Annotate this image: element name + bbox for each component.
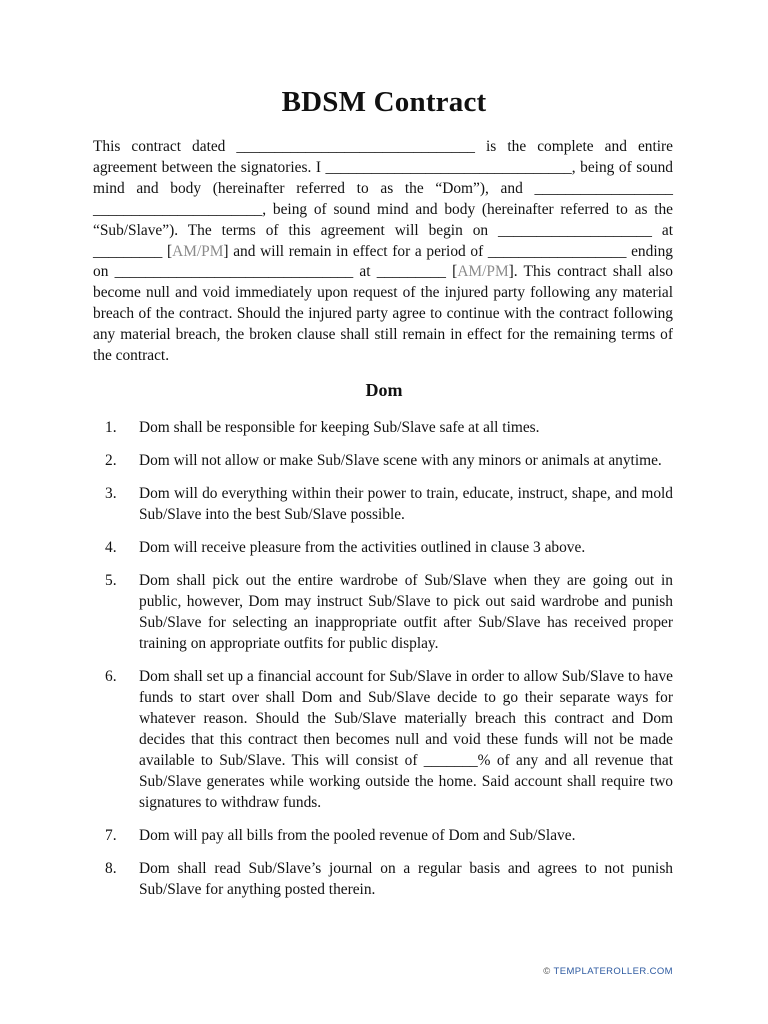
clause-item xyxy=(93,858,673,900)
clause-text: Dom will do everything within their power to train, educate, instruct, shape, and mold Sub/Slave into the best Sub/Slave possible. xyxy=(139,485,673,523)
clause-item xyxy=(93,450,673,471)
clause-text: Dom will pay all bills from the pooled revenue of Dom and Sub/Slave. xyxy=(139,827,576,844)
clause-text: Dom shall set up a financial account for Sub/Slave in order to allow Sub/Slave to have funds to start over shall Dom and Sub/Slave decide to go their separate ways for whatever reason. Should the Sub/Slave materially breach this contract and Dom decides that this contract then becomes null and void these funds will not be made available to Sub/Slave. This will consist of _______% of any and all revenue that Sub/Slave generates while working outside the home. Said account shall require two signatures to withdraw funds. xyxy=(139,668,673,811)
ampm-placeholder-2: AM/PM xyxy=(457,263,509,281)
copyright-icon: © xyxy=(543,966,551,977)
clause-item xyxy=(93,570,673,654)
document-title: BDSM Contract xyxy=(281,86,487,118)
clause-text: Dom shall pick out the entire wardrobe of Sub/Slave when they are going out in public, however, Dom may instruct Sub/Slave to pick out said wardrobe and punish Sub/Slave for selecting an inappropriate outfit after Sub/Slave has received proper training on appropriate outfits for public display. xyxy=(139,572,673,652)
clause-number: 1. xyxy=(105,419,117,436)
clause-text: Dom will receive pleasure from the activities outlined in clause 3 above. xyxy=(139,539,586,556)
clause-number: 4. xyxy=(105,539,117,556)
clause-list xyxy=(93,417,673,912)
templateroller-link[interactable]: TEMPLATEROLLER.COM xyxy=(553,966,673,977)
clause-item xyxy=(93,417,673,438)
clause-number: 5. xyxy=(105,572,117,589)
section-heading-dom: Dom xyxy=(365,380,403,400)
intro-paragraph xyxy=(93,137,673,367)
clause-number: 6. xyxy=(105,668,117,685)
clause-text: Dom shall be responsible for keeping Sub/Slave safe at all times. xyxy=(139,419,540,436)
intro-text-part-2: ] and will remain in effect for a period of __________________ ending on _______________________________ at _________ [ xyxy=(93,242,673,281)
clause-number: 3. xyxy=(105,485,117,502)
clause-number: 2. xyxy=(105,452,117,469)
footer-attribution xyxy=(543,966,673,977)
clause-item xyxy=(93,666,673,813)
clause-text: Dom will not allow or make Sub/Slave scene with any minors or animals at anytime. xyxy=(139,452,662,469)
clause-item xyxy=(93,825,673,846)
ampm-placeholder-1: AM/PM xyxy=(172,242,224,260)
clause-item xyxy=(93,483,673,525)
clause-number: 8. xyxy=(105,860,117,877)
intro-text-part-3: ]. This contract shall also become null and void immediately upon request of the injured party following any material breach of the contract. Should the injured party agree to continue with the contract following any material breach, the broken clause shall still remain in effect for the remaining terms of the contract. xyxy=(93,263,673,365)
intro-text-part-1: This contract dated _______________________________ is the complete and entire agreement between the signatories. I ________________________________, being of sound mind and body (hereinafter referred to as the “Dom”), and __________________ ______________________, being of sound mind and body (hereinafter referred to as the “Sub/Slave”). The terms of this agreement will begin on ____________________ at _________ [ xyxy=(93,138,673,260)
clause-item xyxy=(93,537,673,558)
clause-number: 7. xyxy=(105,827,117,844)
clause-text: Dom shall read Sub/Slave’s journal on a regular basis and agrees to not punish Sub/Slave for anything posted therein. xyxy=(139,860,673,898)
